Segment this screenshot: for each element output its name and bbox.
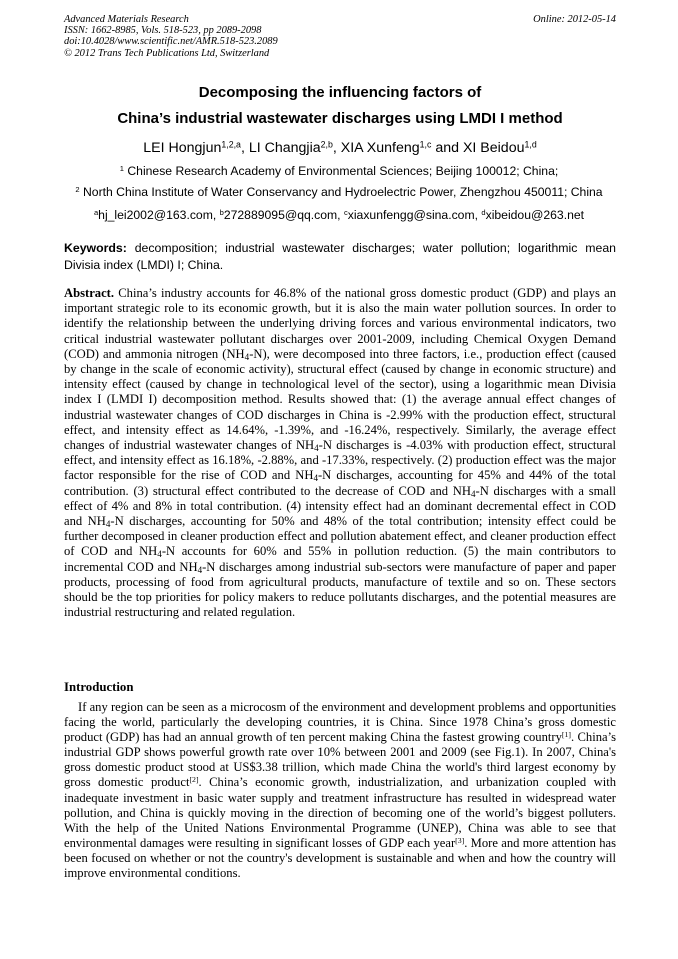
author-list (64, 139, 616, 157)
email-list: $^a$hj_lei2002@163.com, $^b$272889095@qq.com, $^c$xiaxunfengg@sina.com, $^d$xibeidou@263.net (93, 208, 585, 222)
text-run: -N discharges, accounting for 45% and 44% of the total contribution. (3) structural effect contributed to the decrease of COD and NH (64, 468, 617, 498)
abstract-body (64, 286, 616, 619)
subscript: 4 (105, 518, 111, 529)
email-link[interactable]: hj_lei2002@163.com, (98, 208, 220, 222)
affiliation-1: $^1$ Chinese Research Academy of Environmental Sciences; Beijing 100012; China; (119, 164, 559, 178)
keywords-label: Keywords: (64, 241, 127, 255)
text-run: -N accounts for 60% and 55% in pollution reduction. (5) the main contributors to incremental COD and NH (64, 544, 616, 574)
journal-issn: ISSN: 1662-8985, Vols. 518-523, pp 2089-2098 (64, 25, 262, 37)
text-run: -N discharges among industrial sub-sectors were manufacture of paper and paper products, processing of food from agricultural products, manufacture of textile and so on. These sectors should be the top priorities for policy makers to reduce pollutants discharges, and the potential measures are industrial restructuring and related regulation. (64, 559, 616, 620)
text-run: -N), were decomposed into three factors, i.e., production effect (caused by change in the scale of economic activity), structural effect (caused by change in economic structure) and intensity effect (caused by change in technological level of the sector), using a logarithmic mean Divisia index I (LMDI I) decomposition method. Results showed that: (1) the average annual effect changes of industrial wastewater changes of COD discharges in China is -2.99% with the production effect, structural effect, and intensity effect as 14.64%, -1.39%, and -16.24%, respectively. Similarly, the average effect changes of industrial wastewater changes of NH (64, 346, 616, 453)
abstract-label: Abstract. (64, 286, 115, 300)
subscript: 4 (197, 564, 203, 575)
text-run: -N discharges with a small effect of 4% and 8% in total contribution. (4) intensity effect had an dominant decremental effect in COD and NH (64, 483, 617, 529)
text-run: . China’s economic growth, industrialization, and urbanization coupled with inadequate investment in basic water supply and treatment infrastructure has resulted in widespread water pollution, and China is quickly moving in the direction of becoming one of the world’s biggest polluters. With the help of the United Nations Environmental Programme (UNEP), China was able to see that environmental damages were resulting in significant losses of GDP each year (64, 775, 616, 850)
text-run: China’s industry accounts for 46.8% of the national gross domestic product (GDP) and plays an important strategic role to its economic growth, but it is also the main water pollution sources. In order to identify the relationship between the underlying driving forces and various environmental indicators, two critical industrial wastewater pollutant discharges over 2001-2009, including Chemical Oxygen Demand (COD) and ammonia nitrogen (NH (64, 286, 616, 361)
citation-marker: [3] (455, 835, 465, 845)
email-link[interactable]: 272889095@qq.com, (223, 208, 344, 222)
author: XI Beidou$^{1,d}$ (462, 139, 537, 156)
abstract (64, 286, 616, 620)
keywords (64, 240, 616, 274)
journal-doi: doi:10.4028/www.scientific.net/AMR.518-523.2089 (64, 36, 278, 48)
email-link[interactable]: xiaxunfengg@sina.com, (347, 208, 482, 222)
text-run: . More and more attention has been focused on whether or not the country's development is sustainable and when and how the country will improve environmental conditions. (64, 835, 616, 881)
keywords-text: decomposition; industrial wastewater discharges; water pollution; logarithmic mean Divisia index (LMDI) I; China. (64, 241, 616, 272)
journal-name: Advanced Materials Research (64, 14, 189, 25)
subscript: 4 (244, 351, 250, 362)
section-heading-introduction: Introduction (64, 680, 134, 694)
online-date: Online: 2012-05-14 (533, 14, 616, 25)
citation-marker: [1] (561, 730, 571, 740)
subscript: 4 (470, 488, 476, 499)
subscript: 4 (157, 549, 162, 560)
title-line-1: Decomposing the influencing factors of (198, 84, 482, 101)
title-line-2: China’s industrial wastewater discharges using LMDI I method (117, 110, 563, 127)
text-run: -N discharges is -4.03% with production effect, structural effect, and intensity effect as 16.18%, -2.88%, and -17.33%, respectively. (2) production effect was the major factor responsible for the rise of COD and NH (64, 438, 616, 483)
author: XIA Xunfeng$^{1,c}$ and (340, 139, 463, 156)
text-run: If any region can be seen as a microcosm of the environment and development problems and opportunities facing the world, particularly the developing countries, it is China. Since 1978 China’s gross domestic product (GDP) has had an annual growth of ten percent making China the fastest growing country (64, 700, 616, 745)
author: LEI Hongjun$^{1,2,a}$, (143, 139, 249, 156)
text-run: . China’s industrial GDP shows powerful growth rate over 10% between 2001 and 2009 (see Fig.1). In 2007, China's gross domestic product stood at US$3.38 trillion, which made China the world's third largest economy by gross domestic product (64, 730, 616, 790)
author: LI Changjia$^{2,b}$, (248, 139, 341, 156)
journal-header (64, 14, 616, 59)
subscript: 4 (313, 473, 318, 484)
citation-marker: [2] (189, 775, 199, 785)
journal-copyright: © 2012 Trans Tech Publications Ltd, Switzerland (64, 47, 270, 59)
introduction-body (64, 700, 616, 881)
subscript: 4 (314, 442, 319, 453)
affiliation-2: $^2$ North China Institute of Water Conservancy and Hydroelectric Power, Zhengzhou 450011; China (75, 185, 603, 199)
text-run: -N discharges, accounting for 50% and 48% of the total contribution; intensity effect could be further decomposed in cleaner production effect and pollution abatement effect, and cleaner production effect of COD and NH (64, 514, 616, 559)
paper-title (64, 80, 616, 132)
email-link[interactable]: xibeidou@263.net (485, 208, 585, 222)
